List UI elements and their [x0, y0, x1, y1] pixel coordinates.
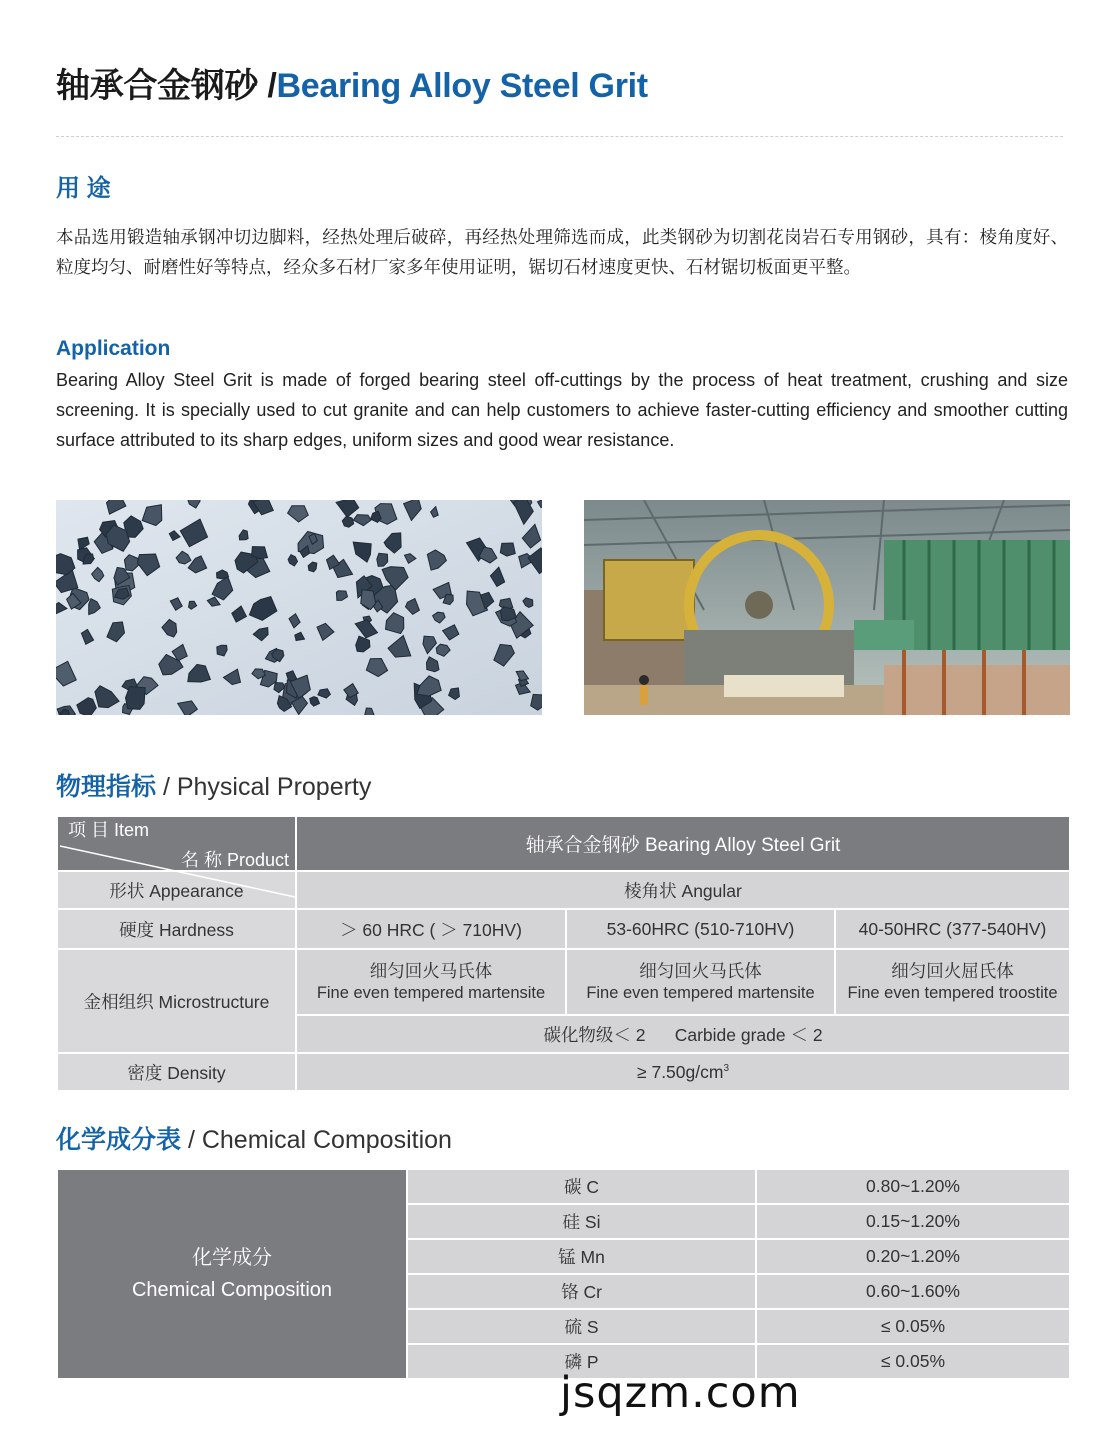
appearance-value: 棱角状 Angular	[296, 871, 1070, 909]
steel-grit-image	[56, 500, 542, 715]
physical-heading-zh: 物理指标	[56, 773, 157, 801]
microstructure-en: Fine even tempered martensite	[316, 984, 546, 1002]
density-label: 密度 Density	[57, 1053, 296, 1091]
element-cell: 铬 Cr	[407, 1274, 756, 1309]
element-cell: 磷 P	[407, 1344, 756, 1379]
chemical-heading-zh: 化学成分表	[56, 1126, 182, 1154]
hardness-value: 40-50HRC (377-540HV)	[835, 909, 1070, 949]
density-value-cell	[296, 1053, 1070, 1091]
corner-item-label: 项 目 Item	[68, 819, 150, 840]
appearance-label: 形状 Appearance	[57, 871, 296, 909]
microstructure-zh: 细匀回火屈氏体	[891, 961, 1014, 981]
factory-image	[584, 500, 1070, 715]
chemical-label-cell	[57, 1169, 407, 1379]
table-corner-cell	[57, 816, 296, 871]
microstructure-en: Fine even tempered martensite	[586, 984, 815, 1002]
element-cell: 硅 Si	[407, 1204, 756, 1239]
physical-heading-en: / Physical Property	[156, 773, 372, 801]
microstructure-cell	[296, 949, 566, 1015]
factory-photo	[584, 500, 1070, 715]
product-name-header: 轴承合金钢砂 Bearing Alloy Steel Grit	[296, 816, 1070, 871]
title-divider	[56, 136, 1063, 137]
percent-cell: 0.20~1.20%	[756, 1239, 1070, 1274]
chemical-composition-table	[56, 1168, 1071, 1380]
percent-cell: 0.60~1.60%	[756, 1274, 1070, 1309]
element-cell: 锰 Mn	[407, 1239, 756, 1274]
chemical-heading-en: / Chemical Composition	[181, 1126, 452, 1154]
microstructure-cell	[566, 949, 835, 1015]
density-value: ≥ 7.50g/cm	[637, 1061, 724, 1082]
chemical-composition-heading	[56, 1120, 452, 1156]
application-paragraph: Bearing Alloy Steel Grit is made of forged bearing steel off-cuttings by the process of heat treatment, crushing and size screening. It is specially used to cut granite and can help customers to achieve faster-cutting efficiency and smoother cutting surface attributed to its sharp edges, uniform sizes and good wear resistance.	[56, 370, 1068, 450]
percent-cell: ≤ 0.05%	[756, 1344, 1070, 1379]
page-title-zh: 轴承合金钢砂 /	[56, 67, 277, 105]
percent-cell: 0.80~1.20%	[756, 1169, 1070, 1204]
usage-heading: 用 途	[56, 175, 111, 202]
grit-particle	[500, 543, 515, 556]
microstructure-label: 金相组织 Microstructure	[57, 949, 296, 1053]
chemical-label-en: Chemical Composition	[131, 1279, 333, 1301]
steel-grit-photo	[56, 500, 542, 715]
grit-particle	[252, 547, 268, 559]
hardness-value: ＞ 60 HRC ( ＞ 710HV)	[296, 909, 566, 949]
percent-cell: 0.15~1.20%	[756, 1204, 1070, 1239]
application-heading: Application	[56, 337, 171, 360]
page-title	[56, 58, 648, 107]
density-exponent: 3	[723, 1062, 730, 1074]
percent-cell: ≤ 0.05%	[756, 1309, 1070, 1344]
corner-product-label: 名 称 Product	[180, 849, 289, 870]
physical-property-heading	[56, 767, 371, 803]
usage-paragraph: 本品选用锻造轴承钢冲切边脚料，经热处理后破碎，再经热处理筛选而成，此类钢砂为切割花岗岩石专用钢砂，具有：棱角度好、粒度均匀、耐磨性好等特点，经众多石材厂家多年使用证明，锯切石材速度更快、石材锯切板面更平整。	[56, 227, 1068, 277]
hardness-label: 硬度 Hardness	[57, 909, 296, 949]
physical-property-table	[56, 815, 1071, 1092]
element-cell: 硫 S	[407, 1309, 756, 1344]
microstructure-zh: 细匀回火马氏体	[369, 961, 493, 981]
site-watermark: jsqzm.com	[560, 1368, 801, 1418]
microstructure-zh: 细匀回火马氏体	[639, 961, 762, 981]
grit-particle	[126, 687, 146, 710]
page-title-en: Bearing Alloy Steel Grit	[276, 67, 648, 105]
microstructure-cell	[835, 949, 1070, 1015]
hardness-value: 53-60HRC (510-710HV)	[566, 909, 835, 949]
microstructure-en: Fine even tempered troostite	[847, 984, 1058, 1002]
carbide-grade: 碳化物级＜ 2 Carbide grade ＜ 2	[296, 1015, 1070, 1053]
element-cell: 碳 C	[407, 1169, 756, 1204]
chemical-label-zh: 化学成分	[192, 1247, 272, 1269]
